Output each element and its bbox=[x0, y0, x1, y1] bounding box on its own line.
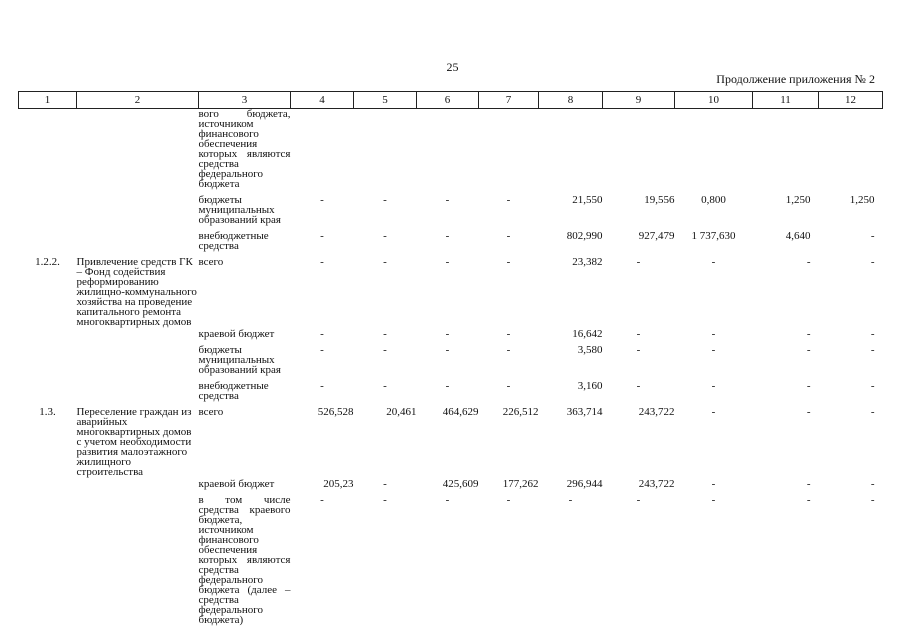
table-row bbox=[19, 489, 883, 625]
value-cell: - bbox=[320, 230, 324, 242]
value-cell bbox=[479, 109, 539, 190]
measure-name: Привлечение средств ГК – Фонд содействия реформированию жилищно-коммунального хозяйства на проведение капитального ремонта многоквартирных домов bbox=[76, 256, 197, 328]
funding-source: внебюджетные средства bbox=[198, 380, 269, 402]
value-cell: 425,609 bbox=[442, 478, 479, 490]
value-cell: 177,262 bbox=[502, 478, 539, 490]
row-number bbox=[19, 225, 77, 251]
value-cell: 363,714 bbox=[566, 406, 603, 418]
measure-name: Переселение граждан из аварийных многоквартирных домов с учетом необходимости развития малоэтажного жилищного строительства bbox=[76, 406, 192, 478]
measure-name bbox=[77, 189, 199, 225]
column-header: 8 bbox=[539, 92, 603, 109]
value-cell: - bbox=[806, 478, 811, 490]
funding-source: всего bbox=[198, 256, 224, 268]
measure-name bbox=[77, 339, 199, 375]
value-cell: - bbox=[568, 494, 573, 506]
value-cell: - bbox=[506, 194, 511, 206]
value-cell: - bbox=[383, 256, 387, 268]
row-number: 1.3. bbox=[39, 406, 56, 418]
measure-name bbox=[77, 109, 199, 190]
value-cell: 21,550 bbox=[572, 194, 603, 206]
value-cell: - bbox=[711, 344, 716, 356]
column-header: 12 bbox=[819, 92, 883, 109]
value-cell: - bbox=[383, 380, 387, 392]
value-cell: - bbox=[383, 230, 387, 242]
value-cell: - bbox=[711, 406, 716, 418]
value-cell: - bbox=[445, 256, 450, 268]
value-cell: - bbox=[383, 478, 387, 490]
value-cell: - bbox=[445, 328, 450, 340]
value-cell: - bbox=[320, 494, 324, 506]
value-cell: - bbox=[320, 344, 324, 356]
value-cell: 1,250 bbox=[849, 194, 875, 206]
value-cell: - bbox=[806, 494, 811, 506]
value-cell bbox=[753, 109, 819, 190]
column-header: 2 bbox=[77, 92, 199, 109]
column-header: 3 bbox=[199, 92, 291, 109]
continuation-label: Продолжение приложения № 2 bbox=[716, 72, 875, 86]
value-cell: - bbox=[870, 328, 875, 340]
row-number bbox=[19, 489, 77, 625]
value-cell: - bbox=[636, 328, 641, 340]
value-cell: - bbox=[445, 230, 450, 242]
value-cell: - bbox=[320, 256, 324, 268]
value-cell: - bbox=[711, 478, 716, 490]
column-header: 4 bbox=[291, 92, 354, 109]
value-cell: - bbox=[445, 194, 450, 206]
value-cell: - bbox=[870, 256, 875, 268]
row-number: 1.2.2. bbox=[35, 256, 60, 268]
value-cell bbox=[819, 109, 883, 190]
value-cell: - bbox=[445, 380, 450, 392]
value-cell: 3,580 bbox=[577, 344, 603, 356]
table-row bbox=[19, 339, 883, 375]
value-cell: - bbox=[506, 256, 511, 268]
value-cell: 1 737,630 bbox=[691, 230, 736, 242]
value-cell: - bbox=[636, 494, 641, 506]
value-cell: 243,722 bbox=[638, 406, 675, 418]
value-cell bbox=[354, 109, 417, 190]
table-row bbox=[19, 225, 883, 251]
value-cell: 802,990 bbox=[566, 230, 603, 242]
column-header: 5 bbox=[354, 92, 417, 109]
row-number bbox=[19, 109, 77, 190]
row-number bbox=[19, 339, 77, 375]
table-row bbox=[19, 401, 883, 477]
funding-source: вого бюджета, источником финансового обеспечения которых являются средства федерального бюджета bbox=[198, 108, 291, 190]
value-cell: - bbox=[711, 494, 716, 506]
funding-source: всего bbox=[198, 406, 224, 418]
measure-name bbox=[77, 327, 199, 339]
row-number bbox=[19, 375, 77, 401]
funding-source: в том числе средства краевого бюджета, источником финансового обеспечения которых являются средства федерального бюджета (далее – средства федерального бюджета) bbox=[198, 494, 291, 626]
value-cell bbox=[417, 109, 479, 190]
value-cell: - bbox=[445, 494, 450, 506]
value-cell: - bbox=[383, 494, 387, 506]
value-cell: 243,722 bbox=[638, 478, 675, 490]
value-cell: 205,23 bbox=[323, 478, 354, 490]
value-cell: 927,479 bbox=[638, 230, 675, 242]
value-cell: - bbox=[636, 380, 641, 392]
value-cell: - bbox=[711, 328, 716, 340]
table-row bbox=[19, 189, 883, 225]
value-cell bbox=[291, 109, 354, 190]
value-cell: - bbox=[383, 328, 387, 340]
measure-name bbox=[77, 225, 199, 251]
funding-source: бюджеты муниципальных образований края bbox=[198, 344, 281, 376]
measure-name bbox=[77, 375, 199, 401]
value-cell: 3,160 bbox=[577, 380, 603, 392]
value-cell: 1,250 bbox=[785, 194, 811, 206]
table-row bbox=[19, 109, 883, 190]
funding-source: бюджеты муниципальных образований края bbox=[198, 194, 281, 226]
value-cell: - bbox=[711, 380, 716, 392]
value-cell: 16,642 bbox=[572, 328, 603, 340]
page-number: 25 bbox=[446, 60, 459, 74]
table-row bbox=[19, 477, 883, 489]
value-cell: 526,528 bbox=[317, 406, 354, 418]
value-cell: 23,382 bbox=[572, 256, 603, 268]
column-header: 1 bbox=[19, 92, 77, 109]
value-cell: 19,556 bbox=[644, 194, 675, 206]
budget-table bbox=[18, 91, 883, 625]
value-cell: - bbox=[806, 380, 811, 392]
value-cell: - bbox=[870, 230, 875, 242]
row-number bbox=[19, 189, 77, 225]
table-body bbox=[19, 109, 883, 626]
value-cell: - bbox=[806, 406, 811, 418]
value-cell: 226,512 bbox=[502, 406, 539, 418]
value-cell: - bbox=[445, 344, 450, 356]
value-cell bbox=[539, 109, 603, 190]
value-cell: 464,629 bbox=[442, 406, 479, 418]
value-cell: - bbox=[870, 478, 875, 490]
value-cell: - bbox=[711, 256, 716, 268]
value-cell: - bbox=[870, 494, 875, 506]
value-cell: 0,800 bbox=[701, 194, 726, 206]
measure-name bbox=[77, 477, 199, 489]
column-header: 10 bbox=[675, 92, 753, 109]
column-header: 6 bbox=[417, 92, 479, 109]
measure-name bbox=[77, 489, 199, 625]
value-cell: - bbox=[806, 344, 811, 356]
table-header-row bbox=[19, 92, 883, 109]
column-header: 7 bbox=[479, 92, 539, 109]
value-cell: 296,944 bbox=[566, 478, 603, 490]
value-cell: - bbox=[506, 344, 511, 356]
value-cell: - bbox=[506, 380, 511, 392]
value-cell: - bbox=[870, 380, 875, 392]
row-number bbox=[19, 327, 77, 339]
value-cell: - bbox=[320, 380, 324, 392]
value-cell: - bbox=[506, 494, 511, 506]
value-cell: - bbox=[806, 256, 811, 268]
value-cell: - bbox=[506, 328, 511, 340]
value-cell bbox=[675, 109, 753, 190]
value-cell: - bbox=[806, 328, 811, 340]
column-header: 9 bbox=[603, 92, 675, 109]
table-row bbox=[19, 327, 883, 339]
value-cell: - bbox=[383, 194, 387, 206]
funding-source: внебюджетные средства bbox=[198, 230, 269, 252]
funding-source: краевой бюджет bbox=[198, 328, 275, 340]
value-cell: - bbox=[636, 344, 641, 356]
value-cell: - bbox=[870, 344, 875, 356]
value-cell: 20,461 bbox=[386, 406, 417, 418]
column-header: 11 bbox=[753, 92, 819, 109]
value-cell: - bbox=[320, 328, 324, 340]
row-number bbox=[19, 477, 77, 489]
value-cell bbox=[603, 109, 675, 190]
table-row bbox=[19, 251, 883, 327]
value-cell: - bbox=[320, 194, 324, 206]
value-cell: - bbox=[636, 256, 641, 268]
value-cell: - bbox=[870, 406, 875, 418]
value-cell: - bbox=[383, 344, 387, 356]
funding-source: краевой бюджет bbox=[198, 478, 275, 490]
value-cell: 4,640 bbox=[785, 230, 811, 242]
table-row bbox=[19, 375, 883, 401]
value-cell: - bbox=[506, 230, 511, 242]
